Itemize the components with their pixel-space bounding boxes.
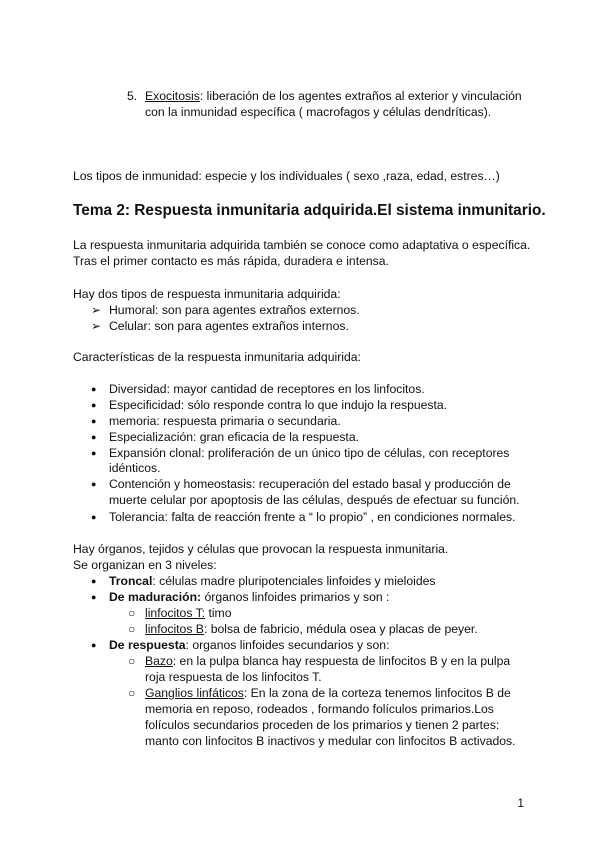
intro-line1: La respuesta inmunitaria adquirida también se conoce como adaptativa o específica.: [73, 238, 531, 252]
list-item: Especificidad: sólo responde contra lo que indujo la respuesta.: [109, 398, 448, 412]
ganglios-line4: manto con linfocitos B inactivos y medular con linfocitos B activados.: [145, 734, 516, 748]
bullet-icon: ●: [91, 479, 97, 489]
intro-line2: Tras el primer contacto es más rápida, duradera e intensa.: [73, 254, 389, 268]
bullet-icon: ●: [91, 432, 97, 442]
bullet-icon: ●: [91, 640, 97, 650]
list-item: Especialización: gran eficacia de la respuesta.: [109, 430, 359, 444]
ganglios-line3: folículos secundarios proceden de los primarios y tienen 2 partes:: [145, 718, 500, 732]
circle-bullet-icon: ○: [128, 622, 136, 636]
maduracion-item: [109, 589, 389, 605]
organos-line1: Hay órganos, tejidos y células que provocan la respuesta inmunitaria.: [73, 542, 449, 556]
circle-bullet-icon: ○: [128, 654, 136, 668]
troncal-term: Troncal: [109, 574, 153, 588]
tema-heading: Tema 2: Respuesta inmunitaria adquirida.El sistema inmunitario.: [73, 202, 546, 219]
arrow-bullet-icon: ➢: [91, 319, 102, 333]
list-item: Celular: son para agentes extraños internos.: [109, 319, 349, 333]
list-item-continuation: muerte celular por apoptosis de las células, después de efectuar su función.: [109, 493, 520, 507]
maduracion-text: órganos linfoides primarios y son :: [201, 590, 390, 604]
troncal-text: : células madre pluripotenciales linfoides y mieloides: [152, 574, 436, 588]
arrow-bullet-icon: ➢: [91, 303, 102, 317]
bullet-icon: ●: [91, 512, 97, 522]
ganglios-term: Ganglios linfáticos: [145, 686, 244, 700]
exocitosis-text: : liberación de los agentes extraños al exterior y vinculación: [199, 89, 522, 103]
respuesta-term: De respuesta: [109, 638, 186, 652]
list-item: Tolerancia: falta de reacción frente a “ lo propio” , en condiciones normales.: [109, 510, 516, 524]
linfocitos-t-text: timo: [205, 606, 232, 620]
list-item: Humoral: son para agentes extraños externos.: [109, 303, 360, 317]
organos-line2: Se organizan en 3 niveles:: [73, 558, 217, 572]
linfocitos-t-term: linfocitos T:: [145, 606, 206, 620]
tipos-respuesta-intro: Hay dos tipos de respuesta inmunitaria adquirida:: [73, 287, 341, 301]
ganglios-line2: memoria en reposo, rodeados , formando folículos primarios.Los: [145, 702, 494, 716]
linfocitos-b-item: [145, 621, 478, 637]
ganglios-text: : En la zona de la corteza tenemos linfocitos B de: [243, 686, 511, 700]
troncal-item: [109, 573, 436, 589]
maduracion-term: De maduración:: [109, 590, 202, 604]
exocitosis-term: Exocitosis: [145, 89, 200, 103]
caracteristicas-intro: Características de la respuesta inmunitaria adquirida:: [73, 350, 361, 364]
list-item: Contención y homeostasis: recuperación del estado basal y producción de: [109, 477, 511, 491]
bullet-icon: ●: [91, 592, 97, 602]
exocitosis-line2: con la inmunidad específica ( macrofagos y células dendríticas).: [145, 105, 492, 119]
respuesta-item: [109, 637, 389, 653]
respuesta-text: : organos linfoides secundarios y son:: [185, 638, 390, 652]
bullet-icon: ●: [91, 400, 97, 410]
bullet-icon: ●: [91, 448, 97, 458]
bullet-icon: ●: [91, 384, 97, 394]
linfocitos-t-item: [145, 605, 231, 621]
circle-bullet-icon: ○: [128, 686, 136, 700]
bazo-line2: roja respuesta de los linfocitos T.: [145, 670, 322, 684]
circle-bullet-icon: ○: [128, 606, 136, 620]
list-item: Diversidad: mayor cantidad de receptores en los linfocitos.: [109, 382, 425, 396]
tipos-inmunidad-paragraph: Los tipos de inmunidad: especie y los individuales ( sexo ,raza, edad, estres…): [73, 169, 500, 183]
bazo-term: Bazo: [145, 654, 173, 668]
page-number: 1: [517, 796, 524, 810]
linfocitos-b-text: : bolsa de fabricio, médula osea y placas de peyer.: [203, 622, 478, 636]
linfocitos-b-term: linfocitos B: [145, 622, 204, 636]
list-item: memoria: respuesta primaria o secundaria.: [109, 414, 341, 428]
bazo-line1: [145, 653, 510, 669]
list-number: 5.: [127, 89, 138, 103]
bullet-icon: ●: [91, 576, 97, 586]
bullet-icon: ●: [91, 416, 97, 426]
bazo-text: : en la pulpa blanca hay respuesta de linfocitos B y en la pulpa: [172, 654, 511, 668]
exocitosis-line1: [145, 88, 522, 104]
ganglios-line1: [145, 685, 511, 701]
list-item: Expansión clonal: proliferación de un único tipo de células, con receptores: [109, 446, 510, 460]
list-item-continuation: idénticos.: [109, 461, 161, 475]
